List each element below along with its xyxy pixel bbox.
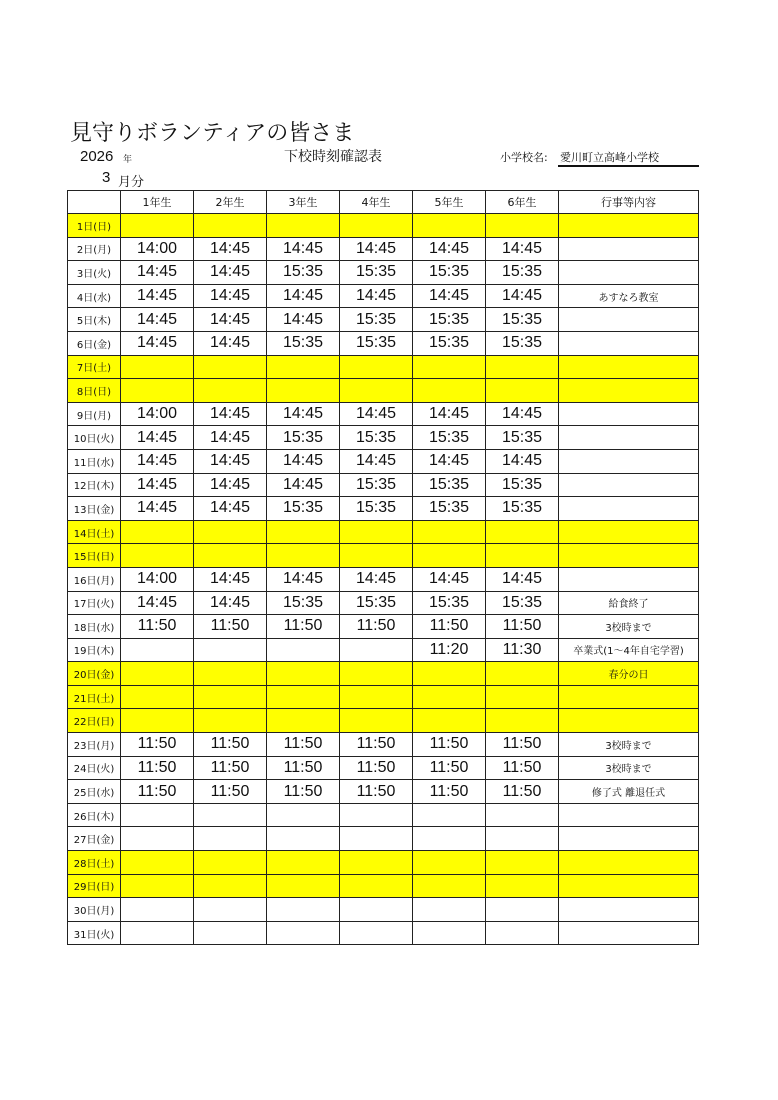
event-cell — [559, 261, 699, 285]
grade-2-time-cell: 14:45 — [194, 261, 267, 285]
grade-6-time-cell — [486, 803, 559, 827]
event-cell: あすなろ教室 — [559, 284, 699, 308]
table-row — [68, 544, 699, 568]
document-subtitle: 下校時刻確認表 — [284, 149, 382, 165]
grade-2-time-cell — [194, 379, 267, 403]
day-cell: 9日(月) — [68, 402, 121, 426]
day-cell: 14日(土) — [68, 520, 121, 544]
grade-5-time-cell — [413, 355, 486, 379]
event-cell — [559, 379, 699, 403]
grade-2-time-cell: 11:50 — [194, 733, 267, 757]
dismissal-schedule-table — [67, 190, 699, 945]
day-cell: 19日(木) — [68, 638, 121, 662]
grade-6-time-cell — [486, 921, 559, 945]
grade-2-time-cell: 14:45 — [194, 567, 267, 591]
grade-5-time-cell — [413, 520, 486, 544]
grade-5-time-cell: 11:50 — [413, 756, 486, 780]
grade-6-time-cell: 11:50 — [486, 756, 559, 780]
grade-5-time-cell — [413, 851, 486, 875]
header-events: 行事等内容 — [559, 191, 699, 214]
grade-4-time-cell — [340, 520, 413, 544]
event-cell — [559, 449, 699, 473]
grade-3-time-cell — [267, 709, 340, 733]
grade-1-time-cell: 14:00 — [121, 237, 194, 261]
day-cell: 12日(木) — [68, 473, 121, 497]
grade-2-time-cell — [194, 544, 267, 568]
grade-1-time-cell — [121, 214, 194, 238]
grade-1-time-cell: 14:45 — [121, 308, 194, 332]
grade-2-time-cell: 14:45 — [194, 331, 267, 355]
grade-1-time-cell: 14:00 — [121, 402, 194, 426]
grade-4-time-cell — [340, 638, 413, 662]
day-cell: 13日(金) — [68, 497, 121, 521]
day-cell: 25日(水) — [68, 780, 121, 804]
table-row — [68, 520, 699, 544]
grade-1-time-cell — [121, 898, 194, 922]
grade-1-time-cell — [121, 851, 194, 875]
grade-5-time-cell — [413, 379, 486, 403]
table-row — [68, 780, 699, 804]
header-grade-1: 1年生 — [121, 191, 194, 214]
header-day — [68, 191, 121, 214]
grade-4-time-cell: 11:50 — [340, 615, 413, 639]
grade-5-time-cell — [413, 898, 486, 922]
grade-5-time-cell: 15:35 — [413, 473, 486, 497]
event-cell — [559, 921, 699, 945]
header-grade-6: 6年生 — [486, 191, 559, 214]
event-cell — [559, 874, 699, 898]
day-cell: 15日(日) — [68, 544, 121, 568]
grade-6-time-cell: 11:30 — [486, 638, 559, 662]
grade-6-time-cell: 11:50 — [486, 615, 559, 639]
grade-3-time-cell: 14:45 — [267, 567, 340, 591]
event-cell — [559, 214, 699, 238]
table-row — [68, 827, 699, 851]
table-row — [68, 355, 699, 379]
event-cell — [559, 898, 699, 922]
school-name-label: 小学校名: — [500, 151, 548, 164]
event-cell — [559, 567, 699, 591]
grade-5-time-cell — [413, 803, 486, 827]
grade-1-time-cell: 11:50 — [121, 733, 194, 757]
grade-1-time-cell — [121, 709, 194, 733]
event-cell — [559, 331, 699, 355]
day-cell: 4日(水) — [68, 284, 121, 308]
grade-1-time-cell: 14:45 — [121, 261, 194, 285]
grade-6-time-cell: 15:35 — [486, 497, 559, 521]
day-cell: 5日(木) — [68, 308, 121, 332]
day-cell: 8日(日) — [68, 379, 121, 403]
grade-3-time-cell — [267, 214, 340, 238]
grade-5-time-cell: 15:35 — [413, 261, 486, 285]
header-grade-4: 4年生 — [340, 191, 413, 214]
grade-5-time-cell: 15:35 — [413, 497, 486, 521]
grade-6-time-cell: 14:45 — [486, 237, 559, 261]
table-row — [68, 851, 699, 875]
table-row — [68, 567, 699, 591]
day-cell: 3日(火) — [68, 261, 121, 285]
school-name-value: 愛川町立高峰小学校 — [560, 151, 659, 164]
grade-6-time-cell: 14:45 — [486, 402, 559, 426]
table-row — [68, 379, 699, 403]
grade-5-time-cell — [413, 874, 486, 898]
grade-3-time-cell: 14:45 — [267, 237, 340, 261]
grade-6-time-cell: 14:45 — [486, 567, 559, 591]
table-row — [68, 237, 699, 261]
month-value: 3 — [102, 169, 111, 186]
header-grade-5: 5年生 — [413, 191, 486, 214]
grade-3-time-cell — [267, 898, 340, 922]
grade-3-time-cell — [267, 874, 340, 898]
grade-5-time-cell: 15:35 — [413, 426, 486, 450]
event-cell: 3校時まで — [559, 615, 699, 639]
event-cell: 修了式 離退任式 — [559, 780, 699, 804]
table-row — [68, 874, 699, 898]
grade-1-time-cell — [121, 803, 194, 827]
grade-3-time-cell — [267, 379, 340, 403]
grade-5-time-cell — [413, 709, 486, 733]
day-cell: 17日(火) — [68, 591, 121, 615]
grade-6-time-cell — [486, 685, 559, 709]
grade-1-time-cell: 14:00 — [121, 567, 194, 591]
grade-3-time-cell — [267, 355, 340, 379]
grade-6-time-cell — [486, 898, 559, 922]
grade-5-time-cell — [413, 921, 486, 945]
grade-4-time-cell: 15:35 — [340, 473, 413, 497]
grade-2-time-cell — [194, 214, 267, 238]
grade-6-time-cell — [486, 355, 559, 379]
grade-4-time-cell: 15:35 — [340, 426, 413, 450]
grade-4-time-cell — [340, 851, 413, 875]
event-cell — [559, 685, 699, 709]
grade-2-time-cell: 14:45 — [194, 497, 267, 521]
table-row — [68, 331, 699, 355]
grade-3-time-cell: 15:35 — [267, 261, 340, 285]
grade-2-time-cell: 14:45 — [194, 426, 267, 450]
event-cell: 給食終了 — [559, 591, 699, 615]
grade-4-time-cell: 14:45 — [340, 402, 413, 426]
grade-3-time-cell: 15:35 — [267, 497, 340, 521]
grade-5-time-cell — [413, 662, 486, 686]
grade-4-time-cell: 15:35 — [340, 308, 413, 332]
grade-3-time-cell — [267, 662, 340, 686]
grade-6-time-cell — [486, 827, 559, 851]
table-row — [68, 473, 699, 497]
table-row — [68, 615, 699, 639]
day-cell: 27日(金) — [68, 827, 121, 851]
grade-1-time-cell — [121, 921, 194, 945]
grade-6-time-cell: 15:35 — [486, 591, 559, 615]
grade-2-time-cell: 14:45 — [194, 591, 267, 615]
grade-4-time-cell: 14:45 — [340, 567, 413, 591]
grade-2-time-cell: 14:45 — [194, 473, 267, 497]
grade-3-time-cell: 14:45 — [267, 402, 340, 426]
event-cell: 3校時まで — [559, 756, 699, 780]
grade-3-time-cell: 15:35 — [267, 426, 340, 450]
event-cell: 3校時まで — [559, 733, 699, 757]
grade-2-time-cell — [194, 898, 267, 922]
year-value: 2026 — [80, 148, 114, 165]
grade-3-time-cell — [267, 827, 340, 851]
grade-2-time-cell — [194, 874, 267, 898]
table-row — [68, 402, 699, 426]
grade-6-time-cell: 14:45 — [486, 449, 559, 473]
grade-4-time-cell: 11:50 — [340, 780, 413, 804]
grade-2-time-cell: 14:45 — [194, 449, 267, 473]
grade-4-time-cell: 15:35 — [340, 497, 413, 521]
grade-6-time-cell: 11:50 — [486, 733, 559, 757]
page-title: 見守りボランティアの皆さま — [70, 121, 355, 146]
header-grade-3: 3年生 — [267, 191, 340, 214]
school-name-underline — [558, 165, 699, 167]
grade-3-time-cell: 15:35 — [267, 591, 340, 615]
event-cell — [559, 426, 699, 450]
grade-5-time-cell: 15:35 — [413, 591, 486, 615]
grade-4-time-cell — [340, 662, 413, 686]
table-row — [68, 638, 699, 662]
grade-5-time-cell: 14:45 — [413, 567, 486, 591]
event-cell — [559, 709, 699, 733]
grade-1-time-cell — [121, 662, 194, 686]
grade-1-time-cell — [121, 874, 194, 898]
grade-6-time-cell — [486, 874, 559, 898]
grade-2-time-cell — [194, 662, 267, 686]
grade-6-time-cell: 15:35 — [486, 426, 559, 450]
grade-3-time-cell — [267, 544, 340, 568]
grade-3-time-cell: 11:50 — [267, 756, 340, 780]
grade-5-time-cell: 11:20 — [413, 638, 486, 662]
grade-3-time-cell — [267, 685, 340, 709]
grade-5-time-cell: 11:50 — [413, 780, 486, 804]
grade-1-time-cell: 11:50 — [121, 780, 194, 804]
grade-4-time-cell: 15:35 — [340, 591, 413, 615]
day-cell: 6日(金) — [68, 331, 121, 355]
grade-2-time-cell: 14:45 — [194, 308, 267, 332]
table-header-row — [68, 191, 699, 214]
grade-6-time-cell: 15:35 — [486, 473, 559, 497]
grade-3-time-cell — [267, 921, 340, 945]
grade-5-time-cell: 14:45 — [413, 402, 486, 426]
grade-4-time-cell: 14:45 — [340, 284, 413, 308]
grade-2-time-cell — [194, 355, 267, 379]
grade-2-time-cell — [194, 803, 267, 827]
grade-3-time-cell: 14:45 — [267, 449, 340, 473]
event-cell — [559, 851, 699, 875]
grade-4-time-cell: 11:50 — [340, 756, 413, 780]
table-row — [68, 756, 699, 780]
grade-4-time-cell — [340, 685, 413, 709]
grade-1-time-cell — [121, 544, 194, 568]
grade-3-time-cell: 14:45 — [267, 308, 340, 332]
month-unit: 月分 — [118, 175, 145, 190]
table-row — [68, 449, 699, 473]
grade-1-time-cell: 11:50 — [121, 615, 194, 639]
day-cell: 10日(火) — [68, 426, 121, 450]
grade-4-time-cell — [340, 709, 413, 733]
event-cell: 春分の日 — [559, 662, 699, 686]
grade-3-time-cell — [267, 803, 340, 827]
event-cell — [559, 237, 699, 261]
event-cell — [559, 402, 699, 426]
table-row — [68, 261, 699, 285]
day-cell: 28日(土) — [68, 851, 121, 875]
table-row — [68, 898, 699, 922]
grade-4-time-cell — [340, 921, 413, 945]
grade-1-time-cell: 14:45 — [121, 473, 194, 497]
grade-4-time-cell: 15:35 — [340, 331, 413, 355]
day-cell: 7日(土) — [68, 355, 121, 379]
grade-5-time-cell — [413, 685, 486, 709]
grade-2-time-cell — [194, 685, 267, 709]
grade-2-time-cell: 14:45 — [194, 237, 267, 261]
grade-5-time-cell — [413, 544, 486, 568]
grade-5-time-cell — [413, 827, 486, 851]
grade-2-time-cell: 14:45 — [194, 402, 267, 426]
table-row — [68, 426, 699, 450]
table-row — [68, 497, 699, 521]
grade-6-time-cell: 15:35 — [486, 331, 559, 355]
grade-2-time-cell — [194, 827, 267, 851]
grade-6-time-cell — [486, 520, 559, 544]
day-cell: 21日(土) — [68, 685, 121, 709]
day-cell: 30日(月) — [68, 898, 121, 922]
year-unit: 年 — [123, 155, 133, 165]
event-cell — [559, 355, 699, 379]
grade-4-time-cell: 11:50 — [340, 733, 413, 757]
grade-2-time-cell — [194, 638, 267, 662]
grade-4-time-cell — [340, 874, 413, 898]
grade-5-time-cell: 14:45 — [413, 237, 486, 261]
grade-6-time-cell: 15:35 — [486, 308, 559, 332]
table-row — [68, 284, 699, 308]
event-cell: 卒業式(1～4年自宅学習) — [559, 638, 699, 662]
day-cell: 22日(日) — [68, 709, 121, 733]
day-cell: 1日(日) — [68, 214, 121, 238]
grade-6-time-cell — [486, 544, 559, 568]
grade-3-time-cell — [267, 520, 340, 544]
event-cell — [559, 827, 699, 851]
grade-3-time-cell: 14:45 — [267, 284, 340, 308]
grade-5-time-cell — [413, 214, 486, 238]
grade-3-time-cell: 11:50 — [267, 780, 340, 804]
grade-3-time-cell — [267, 638, 340, 662]
grade-6-time-cell — [486, 709, 559, 733]
grade-5-time-cell: 14:45 — [413, 449, 486, 473]
table-row — [68, 709, 699, 733]
table-row — [68, 921, 699, 945]
day-cell: 20日(金) — [68, 662, 121, 686]
grade-3-time-cell: 15:35 — [267, 331, 340, 355]
table-row — [68, 591, 699, 615]
grade-1-time-cell — [121, 638, 194, 662]
grade-1-time-cell: 14:45 — [121, 591, 194, 615]
grade-3-time-cell — [267, 851, 340, 875]
event-cell — [559, 520, 699, 544]
grade-4-time-cell — [340, 214, 413, 238]
grade-6-time-cell — [486, 379, 559, 403]
grade-6-time-cell: 11:50 — [486, 780, 559, 804]
day-cell: 18日(水) — [68, 615, 121, 639]
grade-6-time-cell — [486, 662, 559, 686]
grade-3-time-cell: 14:45 — [267, 473, 340, 497]
grade-1-time-cell: 14:45 — [121, 449, 194, 473]
grade-5-time-cell: 14:45 — [413, 284, 486, 308]
day-cell: 29日(日) — [68, 874, 121, 898]
day-cell: 31日(火) — [68, 921, 121, 945]
grade-1-time-cell — [121, 520, 194, 544]
day-cell: 26日(木) — [68, 803, 121, 827]
event-cell — [559, 544, 699, 568]
event-cell — [559, 497, 699, 521]
grade-1-time-cell: 14:45 — [121, 426, 194, 450]
event-cell — [559, 308, 699, 332]
grade-2-time-cell: 14:45 — [194, 284, 267, 308]
table-row — [68, 662, 699, 686]
grade-6-time-cell — [486, 214, 559, 238]
header-grade-2: 2年生 — [194, 191, 267, 214]
day-cell: 23日(月) — [68, 733, 121, 757]
day-cell: 2日(月) — [68, 237, 121, 261]
grade-4-time-cell — [340, 379, 413, 403]
day-cell: 11日(水) — [68, 449, 121, 473]
grade-3-time-cell: 11:50 — [267, 733, 340, 757]
grade-3-time-cell: 11:50 — [267, 615, 340, 639]
grade-5-time-cell: 15:35 — [413, 331, 486, 355]
event-cell — [559, 803, 699, 827]
grade-6-time-cell: 14:45 — [486, 284, 559, 308]
grade-6-time-cell — [486, 851, 559, 875]
grade-1-time-cell: 14:45 — [121, 497, 194, 521]
grade-5-time-cell: 11:50 — [413, 733, 486, 757]
day-cell: 24日(火) — [68, 756, 121, 780]
grade-1-time-cell: 11:50 — [121, 756, 194, 780]
table-row — [68, 685, 699, 709]
table-row — [68, 803, 699, 827]
grade-2-time-cell: 11:50 — [194, 615, 267, 639]
grade-4-time-cell — [340, 544, 413, 568]
grade-1-time-cell — [121, 685, 194, 709]
grade-5-time-cell: 15:35 — [413, 308, 486, 332]
grade-6-time-cell: 15:35 — [486, 261, 559, 285]
grade-1-time-cell: 14:45 — [121, 331, 194, 355]
table-row — [68, 308, 699, 332]
grade-1-time-cell — [121, 355, 194, 379]
grade-4-time-cell — [340, 355, 413, 379]
grade-4-time-cell — [340, 827, 413, 851]
event-cell — [559, 473, 699, 497]
grade-2-time-cell — [194, 921, 267, 945]
grade-2-time-cell — [194, 851, 267, 875]
grade-4-time-cell: 14:45 — [340, 449, 413, 473]
day-cell: 16日(月) — [68, 567, 121, 591]
table-row — [68, 733, 699, 757]
grade-1-time-cell: 14:45 — [121, 284, 194, 308]
grade-2-time-cell — [194, 709, 267, 733]
grade-4-time-cell: 15:35 — [340, 261, 413, 285]
grade-2-time-cell: 11:50 — [194, 756, 267, 780]
grade-1-time-cell — [121, 827, 194, 851]
table-row — [68, 214, 699, 238]
grade-5-time-cell: 11:50 — [413, 615, 486, 639]
grade-4-time-cell: 14:45 — [340, 237, 413, 261]
grade-1-time-cell — [121, 379, 194, 403]
grade-2-time-cell: 11:50 — [194, 780, 267, 804]
grade-4-time-cell — [340, 803, 413, 827]
grade-4-time-cell — [340, 898, 413, 922]
grade-2-time-cell — [194, 520, 267, 544]
